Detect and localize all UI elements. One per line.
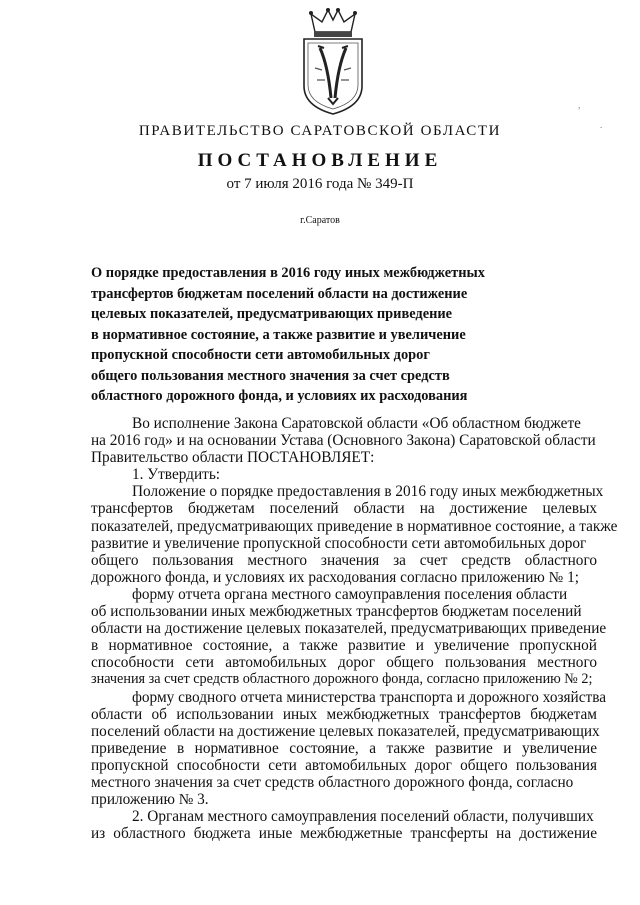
title-line: общего пользования местного значения за счет средств — [91, 367, 450, 384]
body-line: местного значения за счет средств областного дорожного фонда, согласно — [91, 773, 574, 791]
body-line: Во исполнение Закона Саратовской области «Об областном бюджете — [132, 415, 581, 432]
body-line: 1. Утвердить: — [132, 466, 221, 484]
document-title — [91, 263, 489, 407]
document-city: г.Саратов — [300, 215, 340, 226]
title-line: пропускной способности сети автомобильных дорог — [91, 347, 430, 363]
document-type: ПОСТАНОВЛЕНИЕ — [197, 150, 443, 171]
body-line: в нормативное состояние, а также развитие и увеличение пропускной — [91, 637, 597, 655]
body-line: значения за счет средств областного дорожного фонда, согласно приложению № 2; — [91, 671, 593, 688]
document-date-number: от 7 июля 2016 года № 349-П — [226, 176, 414, 192]
title-line: целевых показателей, предусматривающих приведение — [91, 306, 453, 322]
body-line: пропускной способности сети автомобильных дорог общего пользования — [91, 756, 597, 774]
body-line: из областного бюджета иные межбюджетные трансферты на достижение — [91, 825, 597, 843]
body-line: трансфертов бюджетам поселений области на достижение целевых — [91, 500, 597, 518]
title-line: областного дорожного фонда, и условиях их расходования — [91, 388, 468, 404]
body-line: общего пользования местного значения за счет средств областного — [91, 551, 597, 569]
organization-name: ПРАВИТЕЛЬСТВО САРАТОВСКОЙ ОБЛАСТИ — [138, 123, 502, 139]
title-line: в нормативное состояние, а также развитие и увеличение — [91, 326, 466, 343]
body-line: развитие и увеличение пропускной способности сети автомобильных дорог — [91, 534, 587, 552]
body-line: приложению № 3. — [91, 791, 209, 809]
body-line: области об использовании иных межбюджетных трансфертов бюджетам — [91, 705, 597, 723]
body-line: способности сети автомобильных дорог общего пользования местного — [91, 654, 597, 672]
body-line: на 2016 год» и на основании Устава (Основного Закона) Саратовской области — [91, 432, 596, 450]
body-line: форму сводного отчета министерства транспорта и дорожного хозяйства — [132, 688, 607, 706]
body-line: приведение в нормативное состояние, а также развитие и увеличение — [91, 739, 597, 757]
title-line: трансфертов бюджетам поселений области на достижение — [91, 285, 468, 302]
saratov-coat-of-arms-icon — [298, 8, 368, 116]
body-line: 2. Органам местного самоуправления поселений области, получивших — [132, 808, 594, 826]
body-line: Правительство области ПОСТАНОВЛЯЕТ: — [91, 449, 375, 467]
document-body — [91, 415, 618, 843]
body-line: Положение о порядке предоставления в 2016 году иных межбюджетных — [132, 483, 604, 501]
body-line: форму отчета органа местного самоуправления поселения области — [132, 585, 568, 603]
body-line: показателей, предусматривающих приведение в нормативное состояние, а также — [91, 517, 618, 535]
scan-speck: , — [578, 100, 581, 110]
scan-speck: . — [600, 120, 603, 130]
body-line: об использовании иных межбюджетных трансфертов бюджетам поселений — [91, 603, 582, 621]
body-line: области на достижение целевых показателей, предусматривающих приведение — [91, 620, 607, 638]
body-line: дорожного фонда, и условиях их расходования согласно приложению № 1; — [91, 568, 579, 586]
body-line: поселений области на достижение целевых показателей, предусматривающих — [91, 722, 600, 740]
title-line: О порядке предоставления в 2016 году иных межбюджетных — [91, 265, 485, 281]
